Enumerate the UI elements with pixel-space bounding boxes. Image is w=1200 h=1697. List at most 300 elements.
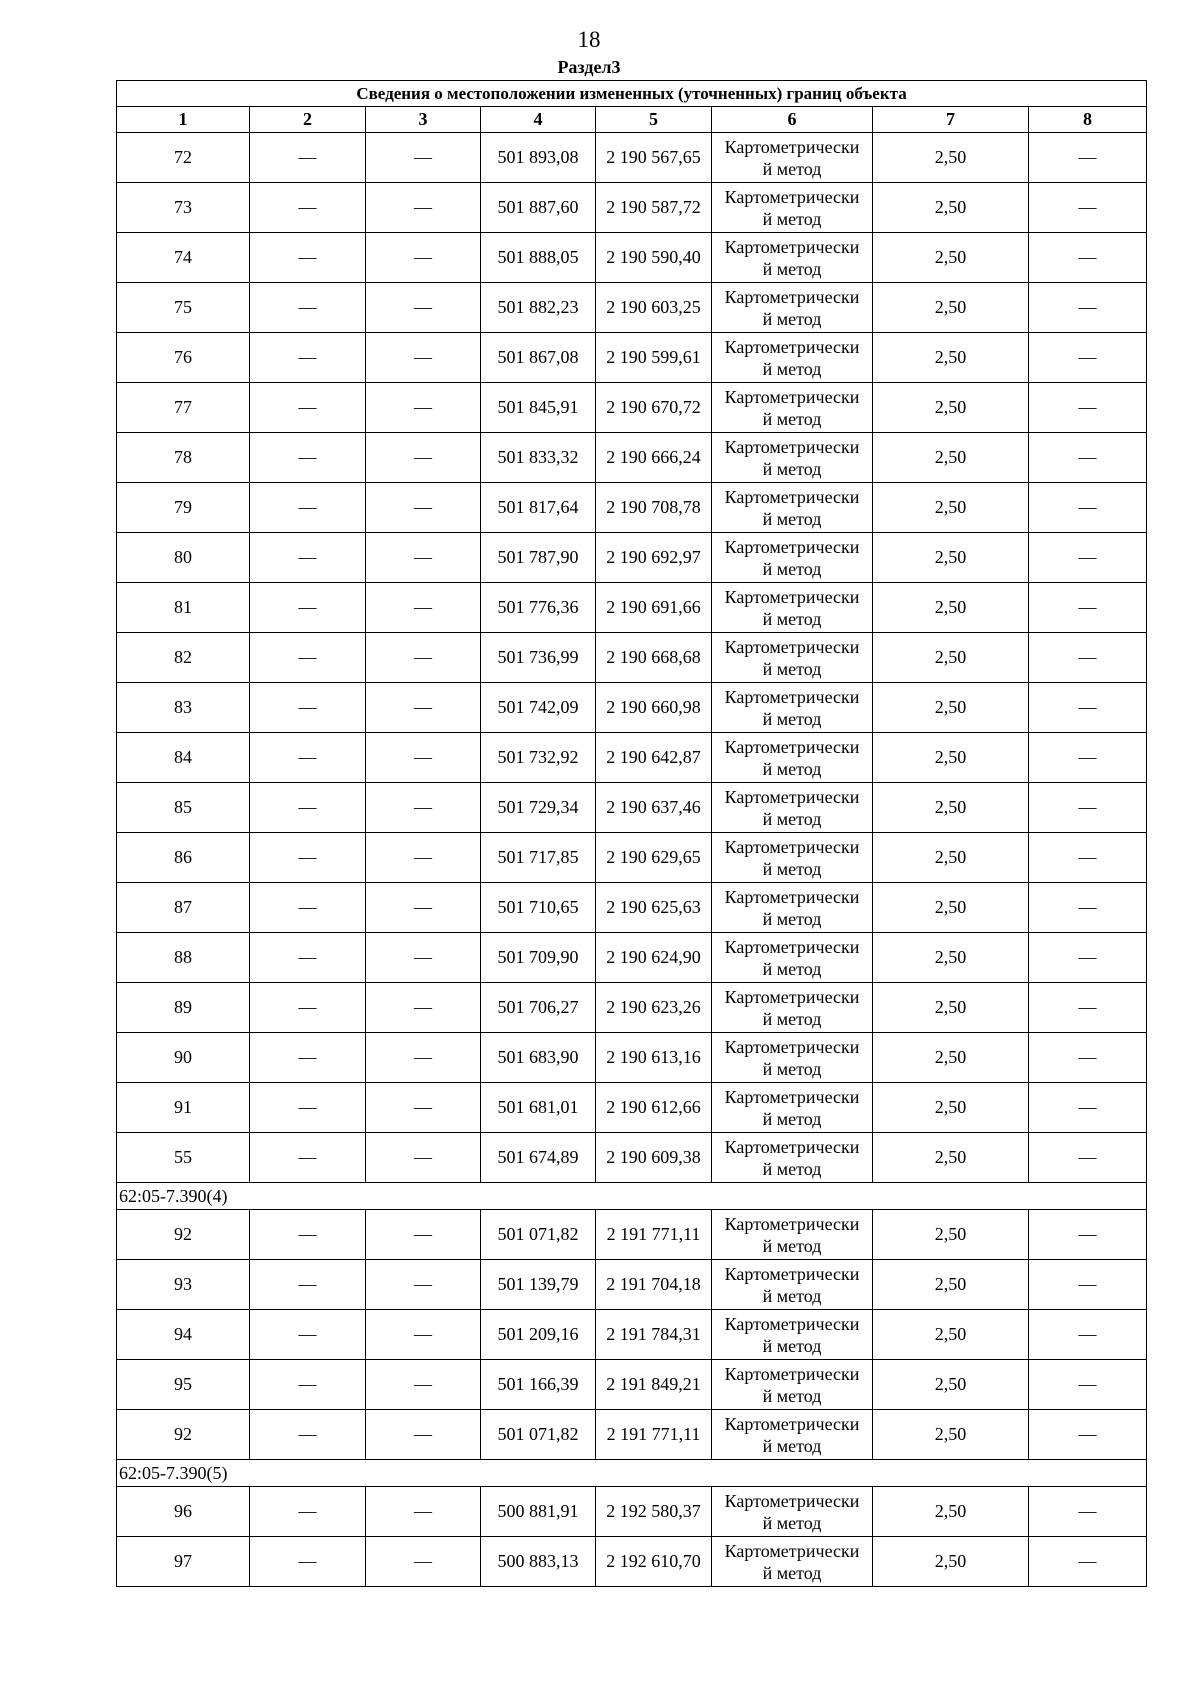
group-label-row	[117, 1183, 1147, 1210]
table-row	[117, 233, 1147, 283]
method-line-2: й метод	[762, 1285, 822, 1306]
method-line-1: Картометрически	[724, 786, 860, 807]
table-row	[117, 1360, 1147, 1410]
table-row	[117, 1537, 1147, 1587]
method-cell	[712, 633, 873, 683]
method-line-2: й метод	[762, 208, 822, 229]
col8-cell: —	[1029, 1133, 1147, 1183]
method-line-2: й метод	[762, 808, 822, 829]
accuracy-cell: 2,50	[873, 1487, 1029, 1537]
col8-cell: —	[1029, 633, 1147, 683]
accuracy-cell: 2,50	[873, 1260, 1029, 1310]
col3-cell: —	[366, 333, 481, 383]
method-line-1: Картометрически	[724, 386, 860, 407]
accuracy-cell: 2,50	[873, 1083, 1029, 1133]
method-cell	[712, 1033, 873, 1083]
y-coordinate-cell: 2 190 587,72	[596, 183, 712, 233]
y-coordinate-cell: 2 190 642,87	[596, 733, 712, 783]
method-line-2: й метод	[762, 558, 822, 579]
col3-cell: —	[366, 633, 481, 683]
accuracy-cell: 2,50	[873, 283, 1029, 333]
table-title: Сведения о местоположении измененных (уточненных) границ объекта	[117, 81, 1147, 107]
col2-cell: —	[250, 1133, 366, 1183]
method-line-1: Картометрически	[724, 336, 860, 357]
accuracy-cell: 2,50	[873, 333, 1029, 383]
col3-cell: —	[366, 1033, 481, 1083]
column-header-5: 5	[596, 107, 712, 133]
method-cell	[712, 1487, 873, 1537]
method-cell	[712, 1083, 873, 1133]
col8-cell: —	[1029, 233, 1147, 283]
x-coordinate-cell: 501 166,39	[481, 1360, 596, 1410]
col2-cell: —	[250, 1360, 366, 1410]
table-row	[117, 583, 1147, 633]
y-coordinate-cell: 2 190 629,65	[596, 833, 712, 883]
col3-cell: —	[366, 683, 481, 733]
x-coordinate-cell: 501 710,65	[481, 883, 596, 933]
y-coordinate-cell: 2 190 666,24	[596, 433, 712, 483]
x-coordinate-cell: 501 717,85	[481, 833, 596, 883]
method-cell	[712, 1537, 873, 1587]
col8-cell: —	[1029, 383, 1147, 433]
method-line-1: Картометрически	[724, 986, 860, 1007]
method-cell	[712, 783, 873, 833]
point-number-cell: 86	[117, 833, 250, 883]
method-line-1: Картометрически	[724, 136, 860, 157]
col3-cell: —	[366, 1537, 481, 1587]
accuracy-cell: 2,50	[873, 233, 1029, 283]
column-header-7: 7	[873, 107, 1029, 133]
x-coordinate-cell: 501 742,09	[481, 683, 596, 733]
method-line-1: Картометрически	[724, 486, 860, 507]
col3-cell: —	[366, 1487, 481, 1537]
point-number-cell: 90	[117, 1033, 250, 1083]
accuracy-cell: 2,50	[873, 1537, 1029, 1587]
method-line-2: й метод	[762, 1108, 822, 1129]
y-coordinate-cell: 2 190 613,16	[596, 1033, 712, 1083]
x-coordinate-cell: 501 833,32	[481, 433, 596, 483]
table-row	[117, 1210, 1147, 1260]
col3-cell: —	[366, 1210, 481, 1260]
point-number-cell: 87	[117, 883, 250, 933]
col8-cell: —	[1029, 983, 1147, 1033]
point-number-cell: 76	[117, 333, 250, 383]
col2-cell: —	[250, 1537, 366, 1587]
table-row	[117, 833, 1147, 883]
method-line-1: Картометрически	[724, 436, 860, 457]
method-line-1: Картометрически	[724, 286, 860, 307]
accuracy-cell: 2,50	[873, 533, 1029, 583]
table-row	[117, 933, 1147, 983]
x-coordinate-cell: 501 817,64	[481, 483, 596, 533]
method-line-1: Картометрически	[724, 1036, 860, 1057]
table-row	[117, 383, 1147, 433]
col8-cell: —	[1029, 1487, 1147, 1537]
col2-cell: —	[250, 683, 366, 733]
x-coordinate-cell: 501 729,34	[481, 783, 596, 833]
table-row	[117, 283, 1147, 333]
method-line-2: й метод	[762, 1008, 822, 1029]
x-coordinate-cell: 501 787,90	[481, 533, 596, 583]
accuracy-cell: 2,50	[873, 633, 1029, 683]
col3-cell: —	[366, 1310, 481, 1360]
table-row	[117, 1310, 1147, 1360]
col2-cell: —	[250, 1210, 366, 1260]
accuracy-cell: 2,50	[873, 1033, 1029, 1083]
table-row	[117, 1083, 1147, 1133]
y-coordinate-cell: 2 190 708,78	[596, 483, 712, 533]
accuracy-cell: 2,50	[873, 1210, 1029, 1260]
x-coordinate-cell: 501 139,79	[481, 1260, 596, 1310]
x-coordinate-cell: 501 893,08	[481, 133, 596, 183]
y-coordinate-cell: 2 190 660,98	[596, 683, 712, 733]
method-line-1: Картометрически	[724, 936, 860, 957]
col2-cell: —	[250, 533, 366, 583]
col8-cell: —	[1029, 883, 1147, 933]
method-cell	[712, 533, 873, 583]
boundary-coordinates-table	[116, 80, 1147, 1587]
table-row	[117, 683, 1147, 733]
y-coordinate-cell: 2 190 670,72	[596, 383, 712, 433]
method-cell	[712, 1133, 873, 1183]
accuracy-cell: 2,50	[873, 733, 1029, 783]
col3-cell: —	[366, 783, 481, 833]
table-row	[117, 183, 1147, 233]
col8-cell: —	[1029, 833, 1147, 883]
point-number-cell: 96	[117, 1487, 250, 1537]
section-title: Раздел3	[557, 57, 621, 77]
point-number-cell: 97	[117, 1537, 250, 1587]
col8-cell: —	[1029, 283, 1147, 333]
y-coordinate-cell: 2 191 771,11	[596, 1410, 712, 1460]
group-label: 62:05-7.390(4)	[117, 1183, 1147, 1210]
method-line-2: й метод	[762, 1435, 822, 1456]
table-body	[117, 133, 1147, 1587]
method-line-1: Картометрически	[724, 1213, 860, 1234]
method-cell	[712, 933, 873, 983]
x-coordinate-cell: 500 883,13	[481, 1537, 596, 1587]
point-number-cell: 78	[117, 433, 250, 483]
point-number-cell: 74	[117, 233, 250, 283]
column-header-8: 8	[1029, 107, 1147, 133]
x-coordinate-cell: 501 882,23	[481, 283, 596, 333]
col8-cell: —	[1029, 433, 1147, 483]
method-line-1: Картометрически	[724, 1490, 860, 1511]
y-coordinate-cell: 2 191 849,21	[596, 1360, 712, 1410]
col8-cell: —	[1029, 183, 1147, 233]
col8-cell: —	[1029, 683, 1147, 733]
method-cell	[712, 1360, 873, 1410]
y-coordinate-cell: 2 190 625,63	[596, 883, 712, 933]
col3-cell: —	[366, 433, 481, 483]
col2-cell: —	[250, 333, 366, 383]
accuracy-cell: 2,50	[873, 583, 1029, 633]
column-header-1: 1	[117, 107, 250, 133]
col2-cell: —	[250, 383, 366, 433]
col3-cell: —	[366, 1083, 481, 1133]
col3-cell: —	[366, 283, 481, 333]
page-number: 18	[577, 27, 601, 52]
method-line-1: Картометрически	[724, 1136, 860, 1157]
col2-cell: —	[250, 133, 366, 183]
col8-cell: —	[1029, 1033, 1147, 1083]
x-coordinate-cell: 501 071,82	[481, 1410, 596, 1460]
col2-cell: —	[250, 633, 366, 683]
point-number-cell: 91	[117, 1083, 250, 1133]
method-line-1: Картометрически	[724, 236, 860, 257]
col2-cell: —	[250, 783, 366, 833]
col2-cell: —	[250, 1410, 366, 1460]
point-number-cell: 73	[117, 183, 250, 233]
table-row	[117, 1033, 1147, 1083]
column-header-4: 4	[481, 107, 596, 133]
method-line-1: Картометрически	[724, 1086, 860, 1107]
y-coordinate-cell: 2 190 637,46	[596, 783, 712, 833]
y-coordinate-cell: 2 190 623,26	[596, 983, 712, 1033]
method-line-2: й метод	[762, 1335, 822, 1356]
col8-cell: —	[1029, 1410, 1147, 1460]
point-number-cell: 80	[117, 533, 250, 583]
col2-cell: —	[250, 433, 366, 483]
column-header-2: 2	[250, 107, 366, 133]
method-line-2: й метод	[762, 858, 822, 879]
col8-cell: —	[1029, 583, 1147, 633]
col3-cell: —	[366, 1360, 481, 1410]
column-header-row	[117, 107, 1147, 133]
point-number-cell: 94	[117, 1310, 250, 1360]
point-number-cell: 89	[117, 983, 250, 1033]
method-line-2: й метод	[762, 608, 822, 629]
table-row	[117, 1487, 1147, 1537]
col3-cell: —	[366, 983, 481, 1033]
accuracy-cell: 2,50	[873, 483, 1029, 533]
method-line-2: й метод	[762, 508, 822, 529]
point-number-cell: 84	[117, 733, 250, 783]
x-coordinate-cell: 501 674,89	[481, 1133, 596, 1183]
col3-cell: —	[366, 483, 481, 533]
method-line-2: й метод	[762, 458, 822, 479]
y-coordinate-cell: 2 190 692,97	[596, 533, 712, 583]
point-number-cell: 93	[117, 1260, 250, 1310]
method-line-2: й метод	[762, 1562, 822, 1583]
col2-cell: —	[250, 883, 366, 933]
table-row	[117, 1260, 1147, 1310]
method-line-1: Картометрически	[724, 636, 860, 657]
table-row	[117, 1133, 1147, 1183]
table-row	[117, 433, 1147, 483]
accuracy-cell: 2,50	[873, 383, 1029, 433]
method-line-2: й метод	[762, 758, 822, 779]
method-cell	[712, 183, 873, 233]
accuracy-cell: 2,50	[873, 883, 1029, 933]
table-row	[117, 1410, 1147, 1460]
point-number-cell: 81	[117, 583, 250, 633]
col8-cell: —	[1029, 933, 1147, 983]
method-cell	[712, 1260, 873, 1310]
method-cell	[712, 283, 873, 333]
method-line-1: Картометрически	[724, 536, 860, 557]
col8-cell: —	[1029, 483, 1147, 533]
method-line-1: Картометрически	[724, 1263, 860, 1284]
method-line-2: й метод	[762, 1058, 822, 1079]
method-cell	[712, 1210, 873, 1260]
y-coordinate-cell: 2 190 609,38	[596, 1133, 712, 1183]
point-number-cell: 92	[117, 1410, 250, 1460]
method-cell	[712, 383, 873, 433]
y-coordinate-cell: 2 192 580,37	[596, 1487, 712, 1537]
point-number-cell: 77	[117, 383, 250, 433]
y-coordinate-cell: 2 191 784,31	[596, 1310, 712, 1360]
accuracy-cell: 2,50	[873, 833, 1029, 883]
method-line-1: Картометрически	[724, 736, 860, 757]
method-line-1: Картометрически	[724, 1363, 860, 1384]
x-coordinate-cell: 501 888,05	[481, 233, 596, 283]
accuracy-cell: 2,50	[873, 183, 1029, 233]
method-line-2: й метод	[762, 1158, 822, 1179]
col3-cell: —	[366, 883, 481, 933]
point-number-cell: 88	[117, 933, 250, 983]
method-line-1: Картометрически	[724, 686, 860, 707]
col8-cell: —	[1029, 1083, 1147, 1133]
method-line-2: й метод	[762, 358, 822, 379]
y-coordinate-cell: 2 191 704,18	[596, 1260, 712, 1310]
method-line-2: й метод	[762, 958, 822, 979]
col2-cell: —	[250, 1310, 366, 1360]
col3-cell: —	[366, 533, 481, 583]
y-coordinate-cell: 2 190 612,66	[596, 1083, 712, 1133]
col3-cell: —	[366, 1410, 481, 1460]
col2-cell: —	[250, 183, 366, 233]
accuracy-cell: 2,50	[873, 1310, 1029, 1360]
method-cell	[712, 1410, 873, 1460]
accuracy-cell: 2,50	[873, 133, 1029, 183]
group-label: 62:05-7.390(5)	[117, 1460, 1147, 1487]
x-coordinate-cell: 500 881,91	[481, 1487, 596, 1537]
method-line-2: й метод	[762, 1512, 822, 1533]
method-line-2: й метод	[762, 158, 822, 179]
col2-cell: —	[250, 1033, 366, 1083]
x-coordinate-cell: 501 706,27	[481, 983, 596, 1033]
col2-cell: —	[250, 1083, 366, 1133]
accuracy-cell: 2,50	[873, 783, 1029, 833]
method-cell	[712, 1310, 873, 1360]
col2-cell: —	[250, 233, 366, 283]
col2-cell: —	[250, 583, 366, 633]
col3-cell: —	[366, 383, 481, 433]
method-line-1: Картометрически	[724, 836, 860, 857]
x-coordinate-cell: 501 845,91	[481, 383, 596, 433]
method-line-1: Картометрически	[724, 586, 860, 607]
method-cell	[712, 483, 873, 533]
y-coordinate-cell: 2 190 603,25	[596, 283, 712, 333]
point-number-cell: 83	[117, 683, 250, 733]
col8-cell: —	[1029, 1260, 1147, 1310]
col3-cell: —	[366, 833, 481, 883]
method-line-1: Картометрически	[724, 1413, 860, 1434]
col2-cell: —	[250, 483, 366, 533]
col8-cell: —	[1029, 1210, 1147, 1260]
point-number-cell: 85	[117, 783, 250, 833]
x-coordinate-cell: 501 736,99	[481, 633, 596, 683]
col8-cell: —	[1029, 1310, 1147, 1360]
table-row	[117, 333, 1147, 383]
column-header-3: 3	[366, 107, 481, 133]
point-number-cell: 92	[117, 1210, 250, 1260]
x-coordinate-cell: 501 732,92	[481, 733, 596, 783]
y-coordinate-cell: 2 190 590,40	[596, 233, 712, 283]
x-coordinate-cell: 501 681,01	[481, 1083, 596, 1133]
table-row	[117, 133, 1147, 183]
col2-cell: —	[250, 283, 366, 333]
method-cell	[712, 133, 873, 183]
col3-cell: —	[366, 133, 481, 183]
method-cell	[712, 333, 873, 383]
accuracy-cell: 2,50	[873, 683, 1029, 733]
col8-cell: —	[1029, 333, 1147, 383]
y-coordinate-cell: 2 190 624,90	[596, 933, 712, 983]
method-line-1: Картометрически	[724, 186, 860, 207]
table-row	[117, 633, 1147, 683]
col2-cell: —	[250, 733, 366, 783]
col3-cell: —	[366, 583, 481, 633]
col3-cell: —	[366, 1260, 481, 1310]
x-coordinate-cell: 501 209,16	[481, 1310, 596, 1360]
point-number-cell: 75	[117, 283, 250, 333]
method-line-2: й метод	[762, 308, 822, 329]
table-row	[117, 983, 1147, 1033]
x-coordinate-cell: 501 683,90	[481, 1033, 596, 1083]
y-coordinate-cell: 2 190 691,66	[596, 583, 712, 633]
col2-cell: —	[250, 983, 366, 1033]
col8-cell: —	[1029, 733, 1147, 783]
table-row	[117, 483, 1147, 533]
col2-cell: —	[250, 933, 366, 983]
point-number-cell: 55	[117, 1133, 250, 1183]
method-line-1: Картометрически	[724, 1540, 860, 1561]
y-coordinate-cell: 2 190 567,65	[596, 133, 712, 183]
col3-cell: —	[366, 733, 481, 783]
col2-cell: —	[250, 833, 366, 883]
y-coordinate-cell: 2 190 599,61	[596, 333, 712, 383]
group-label-row	[117, 1460, 1147, 1487]
method-cell	[712, 433, 873, 483]
x-coordinate-cell: 501 709,90	[481, 933, 596, 983]
point-number-cell: 95	[117, 1360, 250, 1410]
x-coordinate-cell: 501 887,60	[481, 183, 596, 233]
col8-cell: —	[1029, 1360, 1147, 1410]
col3-cell: —	[366, 1133, 481, 1183]
accuracy-cell: 2,50	[873, 933, 1029, 983]
col8-cell: —	[1029, 783, 1147, 833]
method-cell	[712, 233, 873, 283]
method-cell	[712, 733, 873, 783]
table-row	[117, 533, 1147, 583]
accuracy-cell: 2,50	[873, 983, 1029, 1033]
point-number-cell: 79	[117, 483, 250, 533]
y-coordinate-cell: 2 191 771,11	[596, 1210, 712, 1260]
point-number-cell: 82	[117, 633, 250, 683]
table-row	[117, 783, 1147, 833]
point-number-cell: 72	[117, 133, 250, 183]
x-coordinate-cell: 501 071,82	[481, 1210, 596, 1260]
col8-cell: —	[1029, 133, 1147, 183]
accuracy-cell: 2,50	[873, 433, 1029, 483]
col3-cell: —	[366, 933, 481, 983]
accuracy-cell: 2,50	[873, 1360, 1029, 1410]
accuracy-cell: 2,50	[873, 1410, 1029, 1460]
col3-cell: —	[366, 233, 481, 283]
table-row	[117, 733, 1147, 783]
